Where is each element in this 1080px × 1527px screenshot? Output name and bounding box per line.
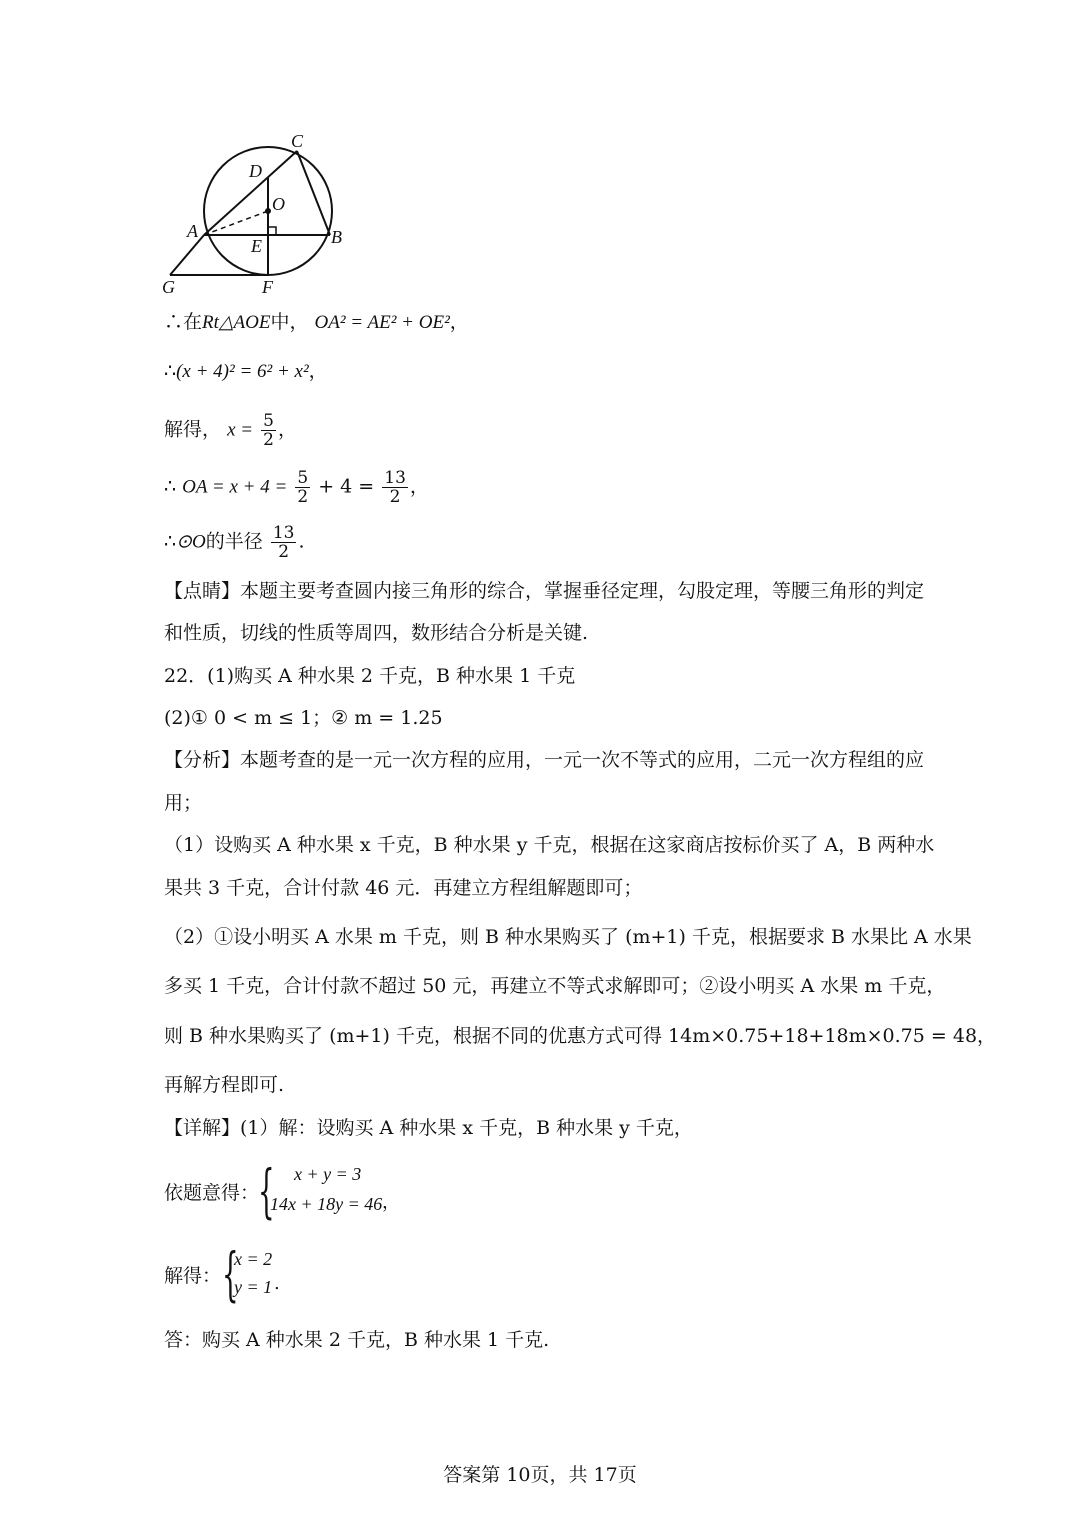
fraction-13-2: $\frac{13}{2}$ [272,523,295,562]
label-e: E [251,236,262,256]
step-equation: ∴(x + 4)² = 6² + x²， [164,360,328,382]
left-brace: { [222,1240,239,1308]
analysis-part1-line-2: 果共 3 千克，合计付款 46 元．再建立方程组解题即可； [164,877,643,899]
equation-system-solution-brace: { x = 2 y = 1 . [222,1240,280,1308]
analysis-line-1: 【分析】本题考查的是一元一次方程的应用，一元一次不等式的应用，二元一次方程组的应 [164,749,925,771]
question-22-answer-2: (2)① 0 < m ≤ 1；② m = 1.25 [164,707,443,729]
review-line-2: 和性质，切线的性质等周四，数形结合分析是关键. [164,622,589,644]
step-oa-value: ∴ OA = x + 4 = $\frac{5}{2}$ + 4 = $\frac{13}{2}$ ， [164,468,429,507]
page-footer: 答案第 10页，共 17页 [443,1464,637,1486]
label-b: B [331,227,342,247]
label-a: A [187,221,198,241]
label-o: O [272,194,285,214]
fraction-13-2: $\frac{13}{2}$ [384,468,406,507]
segment-ao-dashed [204,211,268,235]
review-line-1: 【点睛】本题主要考查圆内接三角形的综合，掌握垂径定理，勾股定理，等腰三角形的判定 [164,580,925,602]
step-pythagoras: ∴在Rt△AOE中， OA² = AE² + OE²， [164,311,469,333]
segment-cb [297,151,330,235]
fraction-5-2: $\frac{5}{2}$ [263,411,274,450]
detail-line: 【详解】(1）解：设购买 A 种水果 x 千克，B 种水果 y 千克， [164,1117,693,1139]
analysis-part2-line-3: 则 B 种水果购买了 (m+1) 千克，根据不同的优惠方式可得 14m×0.75+18+18m×0.75 = 48， [164,1025,997,1047]
step-solve-x: 解得， x = $\frac{5}{2}$ ， [164,411,297,450]
analysis-part2-line-1: （2）①设小明买 A 水果 m 千克，则 B 种水果购买了 (m+1) 千克，根据要求 B 水果比 A 水果 [164,926,972,948]
final-answer: 答：购买 A 种水果 2 千克，B 种水果 1 千克. [164,1329,550,1351]
label-d: D [249,161,262,181]
analysis-line-2: 用； [164,792,203,814]
step-radius: ∴⊙O的半径 $\frac{13}{2}$ . [164,523,305,562]
segment-ga [170,235,204,275]
equation-system-solution: 解得： [164,1265,222,1287]
label-c: C [291,131,304,151]
analysis-part2-line-2: 多买 1 千克，合计付款不超过 50 元，再建立不等式求解即可；②设小明买 A 水果 m 千克， [164,975,946,997]
geometry-diagram [150,125,370,300]
equation-system-given-brace: { x + y = 3 14x + 18y = 46 ， [258,1157,400,1225]
analysis-part1-line-1: （1）设购买 A 种水果 x 千克，B 种水果 y 千克，根据在这家商店按标价买了 A，B 两种水 [164,834,935,856]
analysis-part2-line-4: 再解方程即可. [164,1074,285,1096]
label-g: G [162,277,175,297]
equation-system-given: 依题意得： [164,1182,260,1204]
center-point-o [265,208,271,214]
label-f: F [262,277,273,297]
question-22-answer-1: 22．(1)购买 A 种水果 2 千克，B 种水果 1 千克 [164,665,576,687]
fraction-5-2: $\frac{5}{2}$ [297,468,309,507]
right-angle-mark [268,227,276,235]
left-brace: { [258,1157,275,1225]
